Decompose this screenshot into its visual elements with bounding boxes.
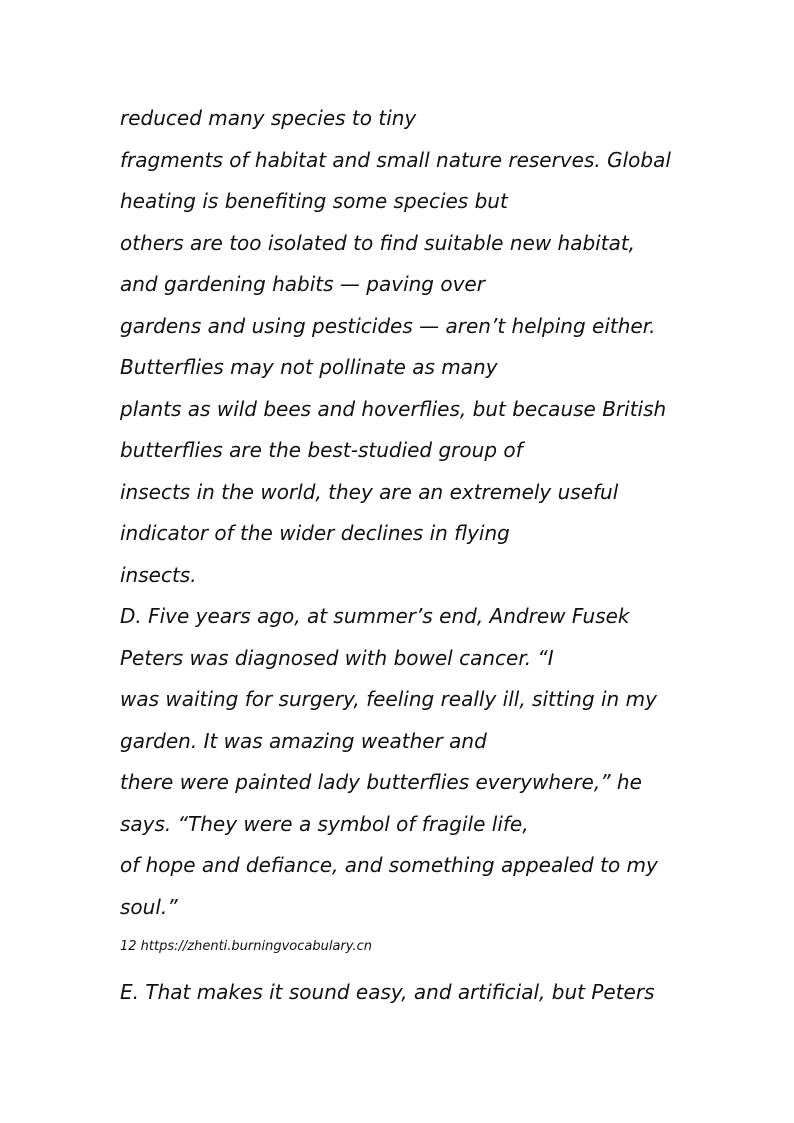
text-line: heating is benefiting some species but xyxy=(120,189,508,213)
text-line: of hope and defiance, and something appealed to my xyxy=(120,853,658,877)
text-line: was waiting for surgery, feeling really ill, sitting in my xyxy=(120,687,657,711)
text-line: fragments of habitat and small nature reserves. Global xyxy=(120,148,671,172)
text-line: says. “They were a symbol of fragile life, xyxy=(120,812,529,836)
text-line: reduced many species to tiny xyxy=(120,106,417,130)
text-line: garden. It was amazing weather and xyxy=(120,729,487,753)
text-line: gardens and using pesticides — aren’t helping either. xyxy=(120,314,656,338)
text-line: plants as wild bees and hoverflies, but because British xyxy=(120,397,667,421)
text-line: D. Five years ago, at summer’s end, Andrew Fusek xyxy=(120,604,630,628)
page-footer: 12 https://zhenti.burningvocabulary.cn xyxy=(120,939,372,954)
text-line: soul.” xyxy=(120,895,178,919)
text-line: there were painted lady butterflies everywhere,” he xyxy=(120,770,642,794)
text-line: and gardening habits — paving over xyxy=(120,272,485,296)
text-line: butterflies are the best-studied group of xyxy=(120,438,523,462)
text-line: E. That makes it sound easy, and artificial, but Peters xyxy=(120,980,655,1004)
text-line: others are too isolated to find suitable new habitat, xyxy=(120,231,636,255)
text-line: Butterflies may not pollinate as many xyxy=(120,355,498,379)
text-line: insects. xyxy=(120,563,197,587)
text-line: Peters was diagnosed with bowel cancer. “I xyxy=(120,646,554,670)
text-line: indicator of the wider declines in flying xyxy=(120,521,510,545)
text-line: insects in the world, they are an extremely useful xyxy=(120,480,619,504)
